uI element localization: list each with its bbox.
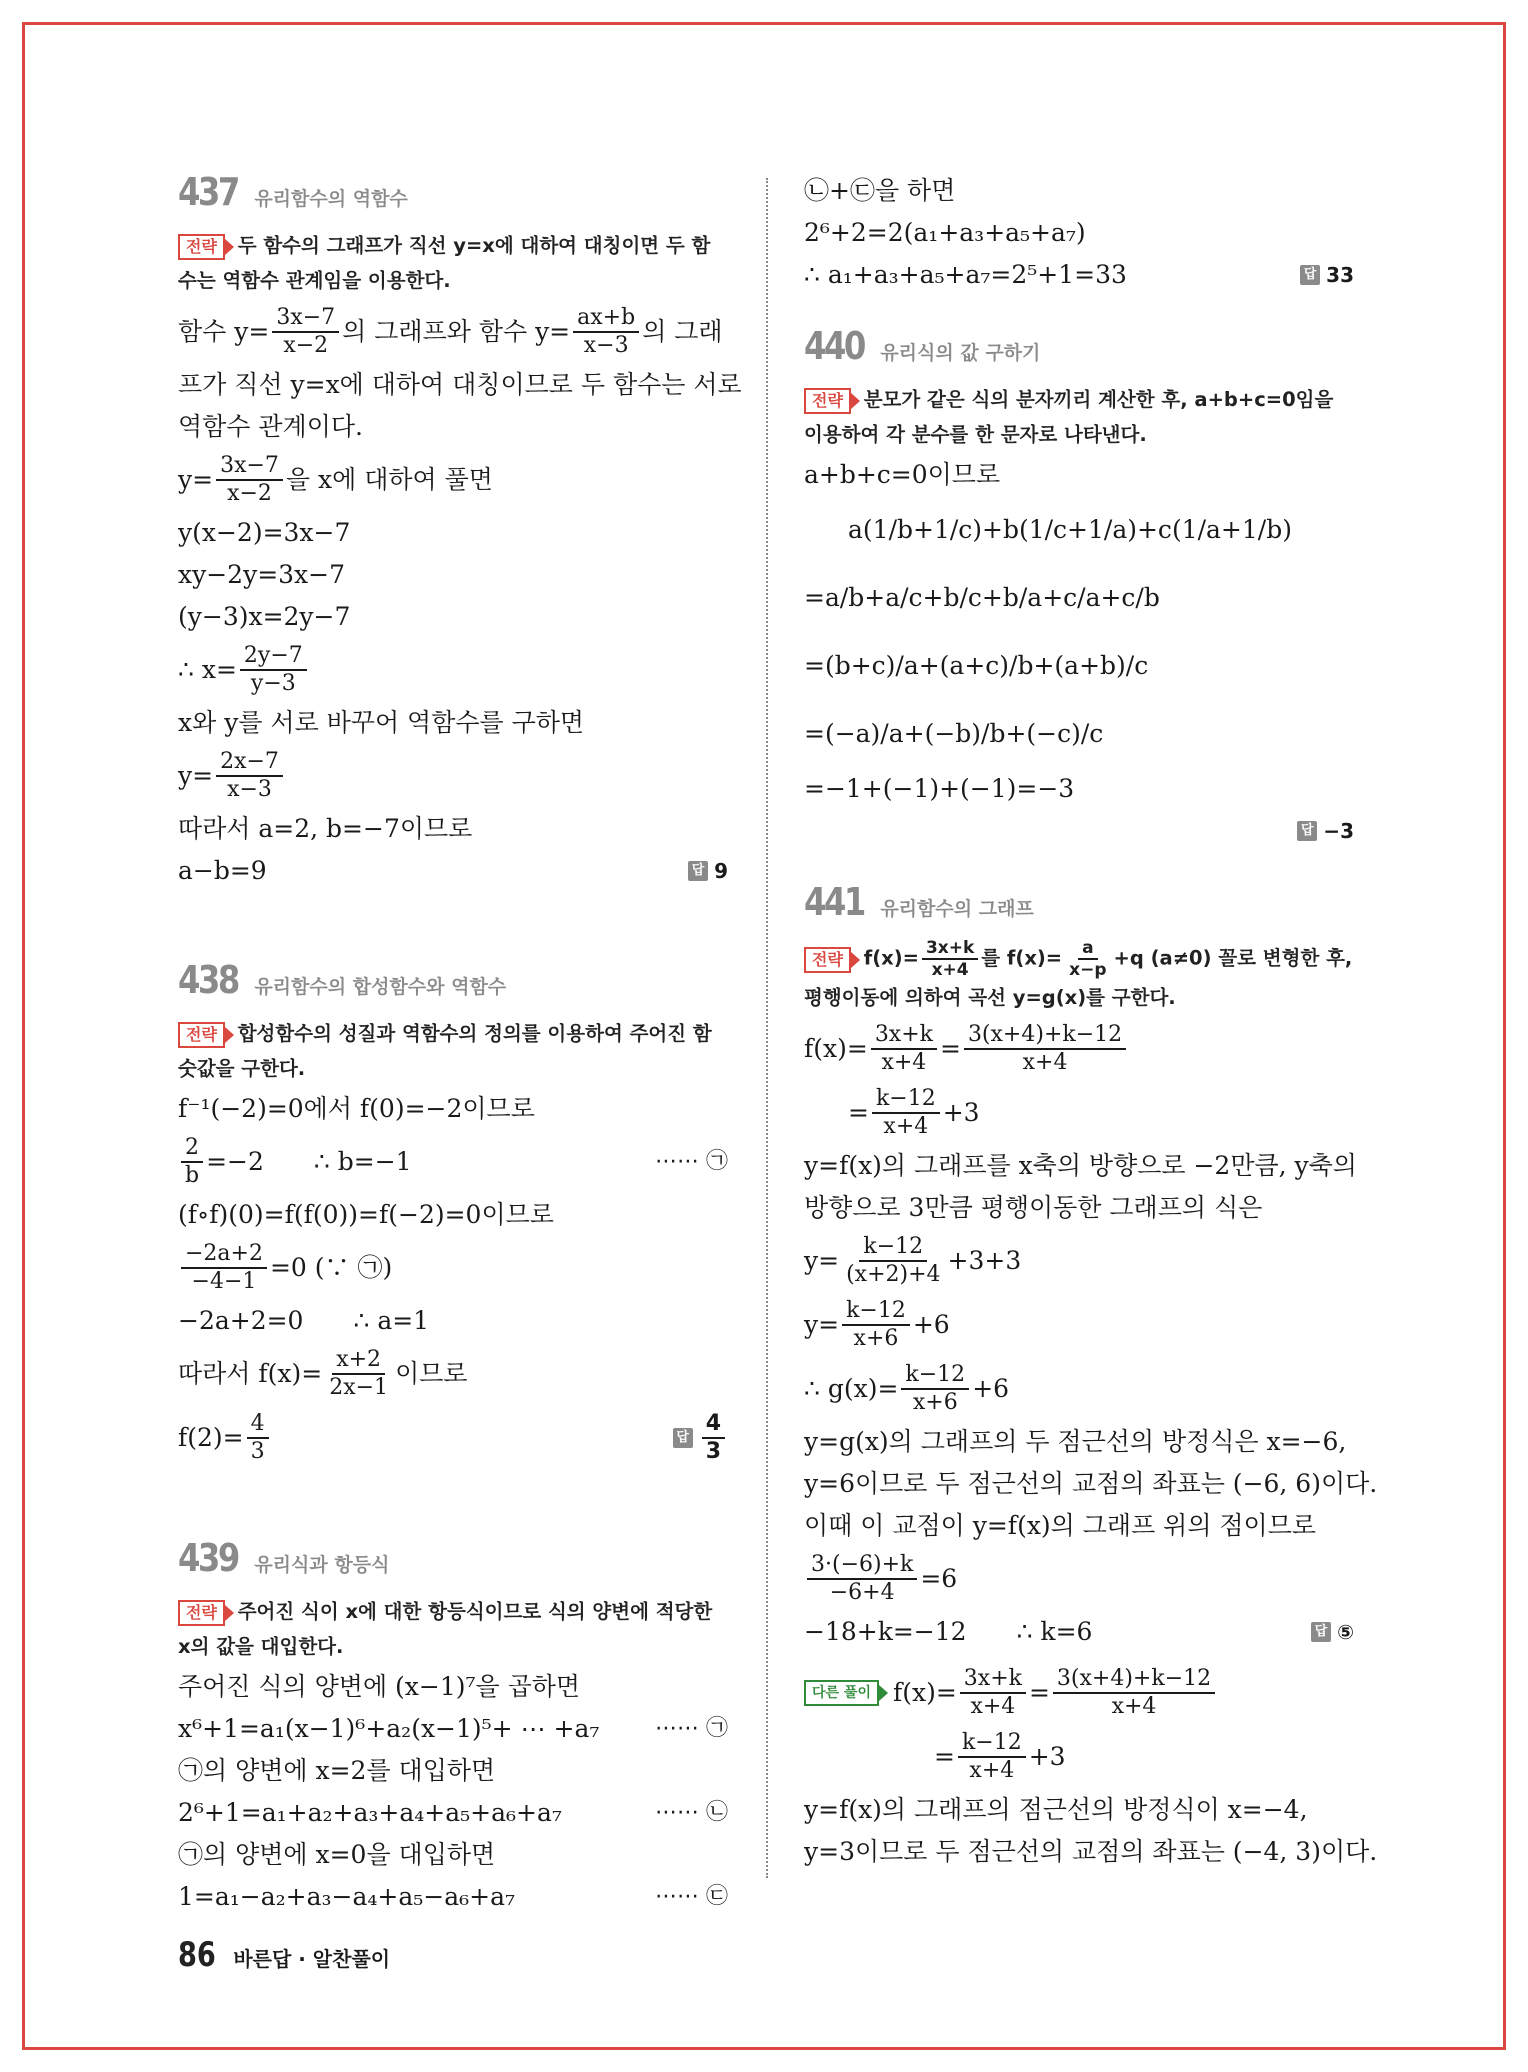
numerator: 2: [181, 1135, 203, 1163]
fraction: [964, 1022, 1126, 1076]
numerator: 3x−7: [272, 305, 339, 333]
math-line: 2⁶+2=2(a₁+a₃+a₅+a₇): [804, 218, 1086, 247]
math-line: =(−a)/a+(−b)/b+(−c)/c: [804, 719, 1104, 748]
problem-441-header: [804, 880, 1354, 924]
equation-mark: ⋯⋯ ㉠: [655, 1149, 728, 1174]
fraction: [573, 305, 639, 359]
strategy-text: [178, 1016, 728, 1086]
denominator: x+6: [912, 1390, 958, 1415]
problem-439-header: [178, 1536, 728, 1580]
numerator: 3x−7: [216, 453, 283, 481]
text: −2a+2=0: [178, 1306, 304, 1335]
text-line: ㉠의 양변에 x=2를 대입하면: [178, 1756, 496, 1785]
text: 함수 y=: [178, 317, 270, 346]
math-line: (y−3)x=2y−7: [178, 602, 351, 631]
answer-value: 9: [714, 859, 728, 883]
text: 의 그래프와 함수 y=: [342, 317, 571, 346]
text: 를 f(x)=: [981, 946, 1063, 970]
math-line: [178, 856, 728, 886]
fraction: [272, 305, 339, 359]
fraction: [240, 643, 307, 697]
text: 이므로: [395, 1359, 468, 1388]
problem-title: 유리함수의 합성함수와 역함수: [254, 976, 507, 998]
text-line: y=f(x)의 그래프의 점근선의 방정식이 x=−4,: [804, 1795, 1308, 1824]
fraction: [842, 1298, 910, 1352]
answer-fraction: [702, 1411, 725, 1465]
text: ∴ a₁+a₃+a₅+a₇=2⁵+1=33: [804, 260, 1127, 289]
strategy-text: [178, 1594, 728, 1664]
math-line: [178, 1348, 728, 1400]
strategy-body: 두 함수의 그래프가 직선 y=x에 대하여 대칭이면 두 함수는 역함수 관계임을 이용한다.: [178, 234, 711, 292]
answer: [688, 856, 728, 886]
math-line: [804, 1617, 1354, 1647]
math-line: [178, 1412, 728, 1464]
answer-icon: 답: [1297, 821, 1317, 841]
fraction: [922, 938, 978, 980]
denominator: x+4: [1111, 1694, 1157, 1719]
numerator: 2y−7: [240, 643, 307, 671]
fraction: [842, 1234, 944, 1288]
numerator: 3x+k: [871, 1022, 937, 1050]
text-line: 역함수 관계이다.: [178, 412, 363, 441]
text: f(x)=: [892, 1678, 957, 1707]
problem-title: 유리함수의 그래프: [880, 898, 1034, 920]
numerator: 3·(−6)+k: [807, 1552, 917, 1580]
strategy-body: 합성함수의 성질과 역함수의 정의를 이용하여 주어진 함숫값을 구한다.: [178, 1022, 712, 1080]
problem-number: 438: [178, 958, 238, 1002]
denominator: y−3: [250, 671, 296, 696]
math-line: a(1/b+1/c)+b(1/c+1/a)+c(1/a+1/b): [848, 515, 1292, 544]
fraction: [1065, 938, 1110, 980]
text: =−2: [206, 1147, 264, 1176]
answer-icon: 답: [688, 861, 708, 881]
fraction: [901, 1362, 969, 1416]
problem-number: 440: [804, 324, 864, 368]
text-line: ㉡+㉢을 하면: [804, 176, 956, 205]
text: 을 x에 대하여 풀면: [285, 465, 493, 494]
math-line: [178, 306, 728, 358]
math-line: [804, 260, 1354, 290]
problem-title: 유리식과 항등식: [254, 1554, 390, 1576]
text: +3: [942, 1098, 980, 1127]
denominator: 3: [250, 1439, 265, 1464]
text: 의 그래: [642, 317, 723, 346]
text-line: 프가 직선 y=x에 대하여 대칭이므로 두 함수는 서로: [178, 370, 742, 399]
numerator: 3(x+4)+k−12: [1053, 1666, 1215, 1694]
denominator: x−3: [227, 777, 272, 802]
strategy-text: [178, 228, 728, 298]
denominator: x+4: [931, 960, 969, 980]
denominator: x−2: [283, 333, 329, 358]
numerator: 3x+k: [960, 1666, 1026, 1694]
text: 따라서 f(x)=: [178, 1359, 323, 1388]
fraction: [960, 1666, 1026, 1720]
alt-solution-tag: 다른 풀이: [804, 1680, 879, 1706]
column-divider: [766, 178, 768, 1878]
answer-line: [804, 816, 1354, 846]
math-line: [178, 1242, 728, 1294]
numerator: k−12: [872, 1086, 940, 1114]
strategy-tag: 전략: [178, 1600, 225, 1626]
math-line: =(b+c)/a+(a+c)/b+(a+b)/c: [804, 651, 1149, 680]
text: =6: [920, 1564, 958, 1593]
strategy-tag: 전략: [178, 1022, 225, 1048]
text-line: y=f(x)의 그래프를 x축의 방향으로 −2만큼, y축의: [804, 1151, 1357, 1180]
footer-title: 바른답 · 알찬풀이: [233, 1947, 391, 1971]
fraction: [181, 1135, 203, 1189]
answer: [1297, 816, 1354, 846]
denominator: x−2: [227, 481, 272, 506]
math-line: [178, 1136, 728, 1188]
denominator: x−3: [583, 333, 629, 358]
fraction: [247, 1411, 269, 1465]
text: +6: [912, 1310, 950, 1339]
numerator: x+2: [332, 1347, 385, 1375]
text: =: [939, 1034, 961, 1063]
math-line: xy−2y=3x−7: [178, 560, 346, 589]
math-line: [804, 1363, 1354, 1415]
text-line: 따라서 a=2, b=−7이므로: [178, 814, 473, 843]
strategy-tag: 전략: [178, 234, 225, 260]
text: f(x)=: [804, 1034, 868, 1063]
text: f(2)=: [178, 1423, 244, 1452]
strategy-tag: 전략: [804, 388, 851, 414]
text-line: 주어진 식의 양변에 (x−1)⁷을 곱하면: [178, 1672, 581, 1701]
denominator: −4−1: [191, 1269, 257, 1294]
fraction: [181, 1241, 267, 1295]
strategy-text: [804, 382, 1354, 452]
text-line: 이때 이 교점이 y=f(x)의 그래프 위의 점이므로: [804, 1511, 1317, 1540]
math-line: [178, 1714, 728, 1744]
spacer: [178, 1476, 728, 1536]
fraction: [958, 1730, 1026, 1784]
math-line: [804, 1731, 1354, 1783]
denominator: x+4: [969, 1758, 1015, 1783]
numerator: 2x−7: [216, 749, 283, 777]
answer: [1311, 1617, 1354, 1647]
math-line: [178, 1882, 728, 1912]
problem-number: 437: [178, 170, 238, 214]
numerator: k−12: [901, 1362, 969, 1390]
spacer: [178, 898, 728, 958]
text: x⁶+1=a₁(x−1)⁶+a₂(x−1)⁵+ ⋯ +a₇: [178, 1714, 600, 1743]
fraction: [216, 453, 283, 507]
problem-title: 유리식의 값 구하기: [880, 342, 1041, 364]
text: =: [848, 1098, 869, 1127]
fraction: [325, 1347, 392, 1401]
answer: [673, 1411, 728, 1465]
denominator: x+6: [853, 1326, 899, 1351]
left-column: [178, 170, 742, 1924]
answer-value: −3: [1323, 819, 1354, 843]
denominator: b: [185, 1163, 200, 1188]
text-line: y=3이므로 두 점근선의 교점의 좌표는 (−4, 3)이다.: [804, 1837, 1378, 1866]
math-line: [804, 1235, 1354, 1287]
right-column: [804, 176, 1378, 1879]
answer-icon: 답: [1300, 265, 1320, 285]
math-line: [178, 1306, 728, 1336]
fraction: [807, 1552, 917, 1606]
text: 1=a₁−a₂+a₃−a₄+a₅−a₆+a₇: [178, 1882, 516, 1911]
text: −18+k=−12: [804, 1617, 967, 1646]
text: a−b=9: [178, 856, 267, 885]
math-line: [804, 1087, 1354, 1139]
text-line: y=g(x)의 그래프의 두 점근선의 방정식은 x=−6,: [804, 1427, 1347, 1456]
math-line: [804, 1023, 1354, 1075]
math-line: =a/b+a/c+b/c+b/a+c/a+c/b: [804, 583, 1160, 612]
text-line: 방향으로 3만큼 평행이동한 그래프의 식은: [804, 1193, 1263, 1222]
text: =0 (∵ ㉠): [269, 1253, 393, 1282]
math-line: [178, 750, 728, 802]
text: y=: [804, 1310, 840, 1339]
denominator: (x+2)+4: [846, 1262, 941, 1287]
numerator: 4: [247, 1411, 269, 1439]
equation-mark: ⋯⋯ ㉠: [655, 1716, 728, 1741]
text: 2⁶+1=a₁+a₂+a₃+a₄+a₅+a₆+a₇: [178, 1798, 562, 1827]
math-line: (f∘f)(0)=f(f(0))=f(−2)=0이므로: [178, 1200, 554, 1229]
numerator: k−12: [859, 1234, 927, 1262]
numerator: 3x+k: [922, 938, 978, 960]
text-line: x와 y를 서로 바꾸어 역함수를 구하면: [178, 708, 585, 737]
numerator: −2a+2: [181, 1241, 267, 1269]
denominator: x+4: [883, 1114, 929, 1139]
denominator: −6+4: [829, 1580, 895, 1605]
strategy-body: 주어진 식이 x에 대한 항등식이므로 식의 양변에 적당한 x의 값을 대입한다.: [178, 1600, 713, 1658]
math-line: [178, 644, 728, 696]
answer-value: ⑤: [1337, 1620, 1354, 1644]
fraction: [871, 1022, 937, 1076]
denominator: 2x−1: [329, 1375, 389, 1400]
text: f(x)=: [863, 946, 919, 970]
fraction: [216, 749, 283, 803]
text: +3+3: [947, 1246, 1022, 1275]
math-line: f⁻¹(−2)=0에서 f(0)=−2이므로: [178, 1094, 535, 1123]
text: ∴ k=6: [1016, 1617, 1093, 1646]
denominator: x+4: [1022, 1050, 1068, 1075]
math-line: =−1+(−1)+(−1)=−3: [804, 774, 1075, 803]
math-line: y(x−2)=3x−7: [178, 518, 351, 547]
text: +6: [972, 1374, 1010, 1403]
denominator: x+4: [881, 1050, 927, 1075]
text: ∴ g(x)=: [804, 1374, 899, 1403]
text-line: a+b+c=0이므로: [804, 460, 1001, 489]
denominator: x−p: [1069, 960, 1107, 980]
text: ∴ b=−1: [313, 1147, 412, 1176]
fraction: [872, 1086, 940, 1140]
text: =: [934, 1742, 955, 1771]
page-footer: [178, 1935, 390, 1975]
problem-number: 439: [178, 1536, 238, 1580]
problem-440-header: [804, 324, 1354, 368]
text: ∴ x=: [178, 655, 237, 684]
problem-title: 유리함수의 역함수: [254, 188, 408, 210]
strategy-tag: 전략: [804, 947, 851, 973]
numerator: 4: [702, 1411, 725, 1439]
answer-value: 33: [1326, 263, 1354, 287]
text: y=: [804, 1246, 840, 1275]
spacer: [804, 302, 1354, 324]
text-line: y=6이므로 두 점근선의 교점의 좌표는 (−6, 6)이다.: [804, 1469, 1378, 1498]
strategy-body: 분모가 같은 식의 분자끼리 계산한 후, a+b+c=0임을 이용하여 각 분수를 한 문자로 나타낸다.: [804, 388, 1334, 446]
math-line: [804, 1667, 1354, 1719]
numerator: k−12: [842, 1298, 910, 1326]
text: y=: [178, 761, 214, 790]
problem-438-header: [178, 958, 728, 1002]
text-line: ㉠의 양변에 x=0을 대입하면: [178, 1840, 496, 1869]
answer-icon: 답: [1311, 1622, 1331, 1642]
answer-icon: 답: [673, 1428, 693, 1448]
text: +q (a≠0) 꼴로 변형한 후, 평행이동에 의하여 곡선 y=g(x)를 구한다.: [804, 946, 1353, 1009]
problem-number: 441: [804, 880, 864, 924]
equation-mark: ⋯⋯ ㉡: [655, 1800, 728, 1825]
answer: [1300, 260, 1354, 290]
page-number: 86: [178, 1935, 216, 1975]
numerator: a: [1078, 938, 1097, 960]
numerator: k−12: [958, 1730, 1026, 1758]
spacer: [804, 858, 1354, 880]
fraction: [1053, 1666, 1215, 1720]
math-line: [804, 1299, 1354, 1351]
math-line: [804, 1553, 1354, 1605]
equation-mark: ⋯⋯ ㉢: [655, 1884, 728, 1909]
strategy-text: [804, 938, 1354, 1015]
numerator: ax+b: [573, 305, 639, 333]
denominator: 3: [705, 1439, 721, 1464]
math-line: [178, 454, 728, 506]
text: y=: [178, 465, 214, 494]
text: +3: [1028, 1742, 1066, 1771]
problem-437-header: [178, 170, 728, 214]
math-line: [178, 1798, 728, 1828]
numerator: 3(x+4)+k−12: [964, 1022, 1126, 1050]
text: =: [1028, 1678, 1050, 1707]
text: ∴ a=1: [353, 1306, 430, 1335]
denominator: x+4: [970, 1694, 1016, 1719]
